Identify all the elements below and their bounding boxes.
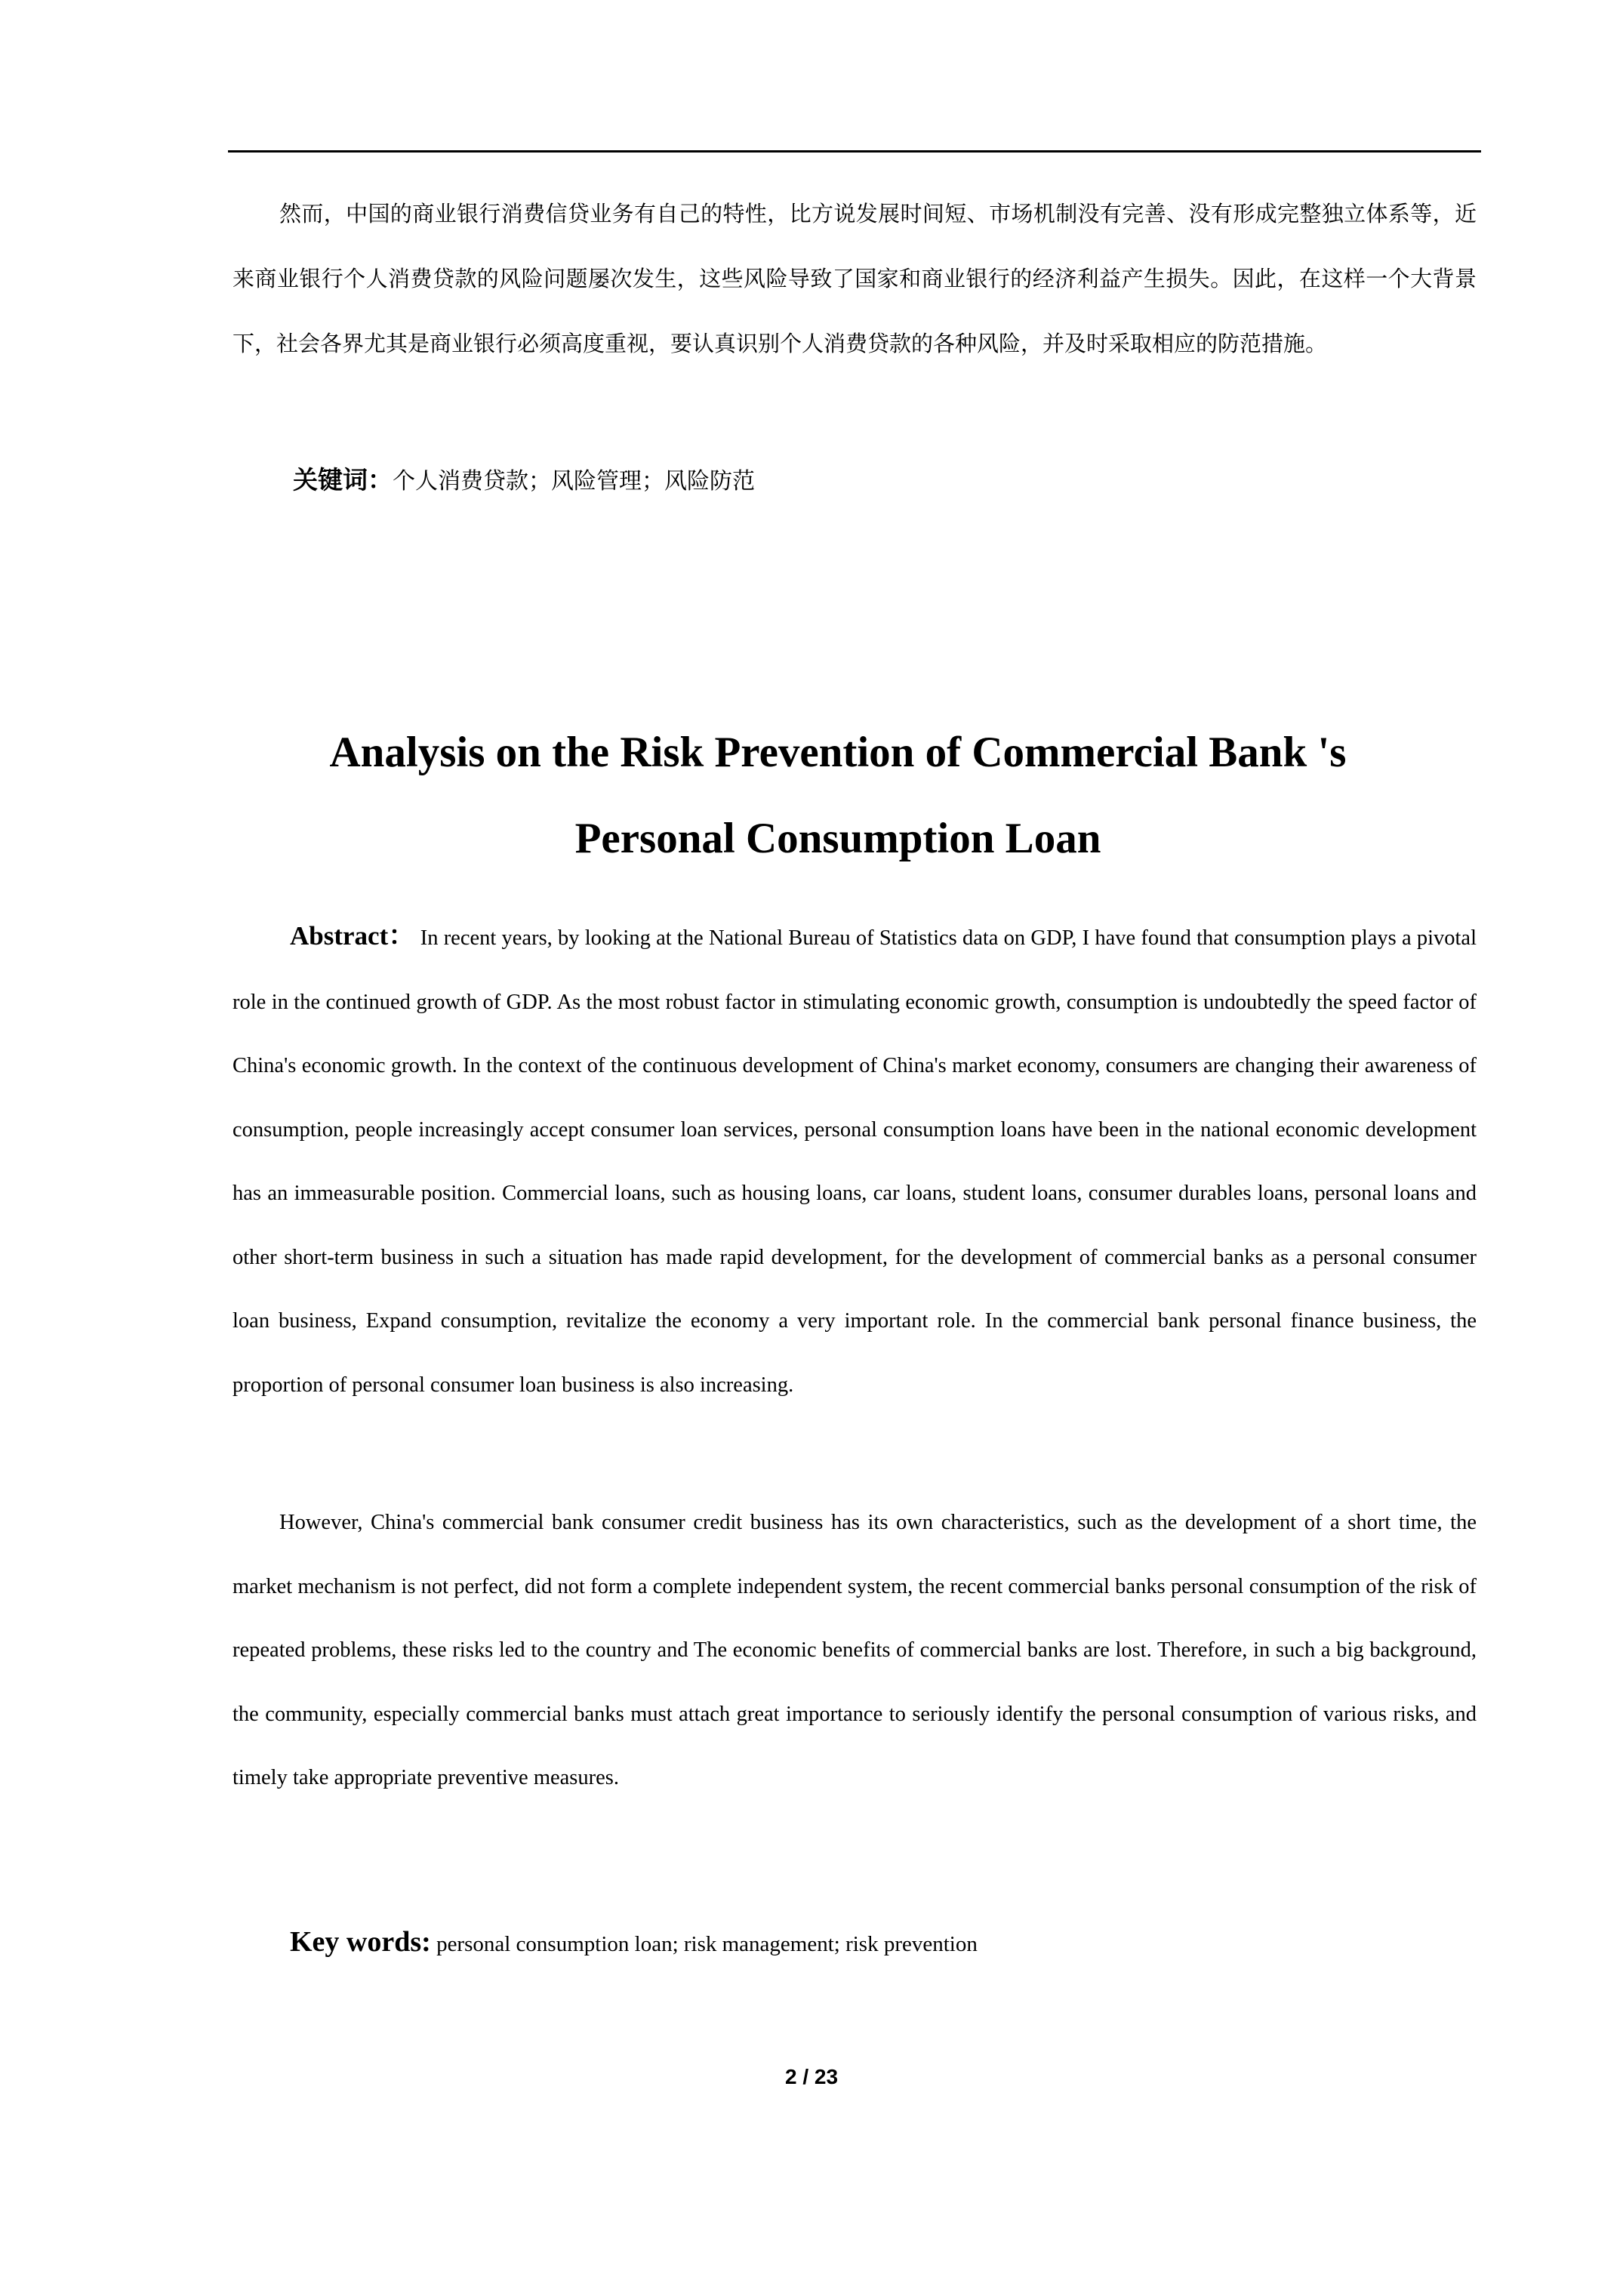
english-second-paragraph: However, China's commercial bank consumer credit business has its own characteristics, such as the development of a short time, the market mechanism is not perfect, did not form a complete independent system, the recent commercial banks personal consumption of the risk of repeated problems, these risks led to the country and The economic benefits of commercial banks are lost. Therefore, in such a big background, the community, especially commercial banks must attach great importance to seriously identify the personal consumption of various risks, and timely take appropriate preventive measures. bbox=[233, 1511, 1477, 1789]
english-keywords bbox=[233, 1919, 1477, 1967]
english-abstract-paragraph bbox=[233, 905, 1477, 1417]
chinese-keywords-label: 关键词： bbox=[293, 465, 393, 495]
abstract-label: Abstract： bbox=[290, 921, 415, 951]
chinese-abstract-paragraph: 然而，中国的商业银行消费信贷业务有自己的特性，比方说发展时间短、市场机制没有完善、没有形成完整独立体系等，近来商业银行个人消费贷款的风险问题屡次发生，这些风险导致了国家和商业银行的经济利益产生损失。因此，在这样一个大背景下，社会各界尤其是商业银行必须高度重视，要认真识别个人消费贷款的各种风险，并及时采取相应的防范措施。 bbox=[233, 201, 1477, 356]
english-title-line-2: Personal Consumption Loan bbox=[574, 815, 1101, 862]
chinese-keywords-text: 个人消费贷款；风险管理；风险防范 bbox=[393, 468, 755, 495]
abstract-text: In recent years, by looking at the National Bureau of Statistics data on GDP, I have found that consumption plays a pivotal role in the continued growth of GDP. As the most robust factor in stimulating economic growth, consumption is undoubtedly the speed factor of China's economic growth. In the context of the continuous development of China's market economy, consumers are changing their awareness of consumption, people increasingly accept consumer loan services, personal consumption loans have been in the national economic development has an immeasurable position. Commercial loans, such as housing loans, car loans, student loans, consumer durables loans, personal loans and other short-term business in such a situation has made rapid development, for the development of commercial banks as a personal consumer loan business, Expand consumption, revitalize the economy a very important role. In the commercial bank personal finance business, the proportion of personal consumer loan business is also increasing. bbox=[233, 926, 1477, 1397]
english-keywords-text: personal consumption loan; risk management; risk prevention bbox=[436, 1932, 978, 1956]
english-title bbox=[249, 710, 1427, 882]
chinese-keywords bbox=[233, 458, 1477, 504]
english-keywords-label: Key words: bbox=[290, 1926, 431, 1958]
page-number: 2 / 23 bbox=[784, 2065, 839, 2088]
english-title-line-1: Analysis on the Risk Prevention of Commercial Bank 's bbox=[329, 729, 1347, 776]
header-rule bbox=[228, 150, 1481, 153]
